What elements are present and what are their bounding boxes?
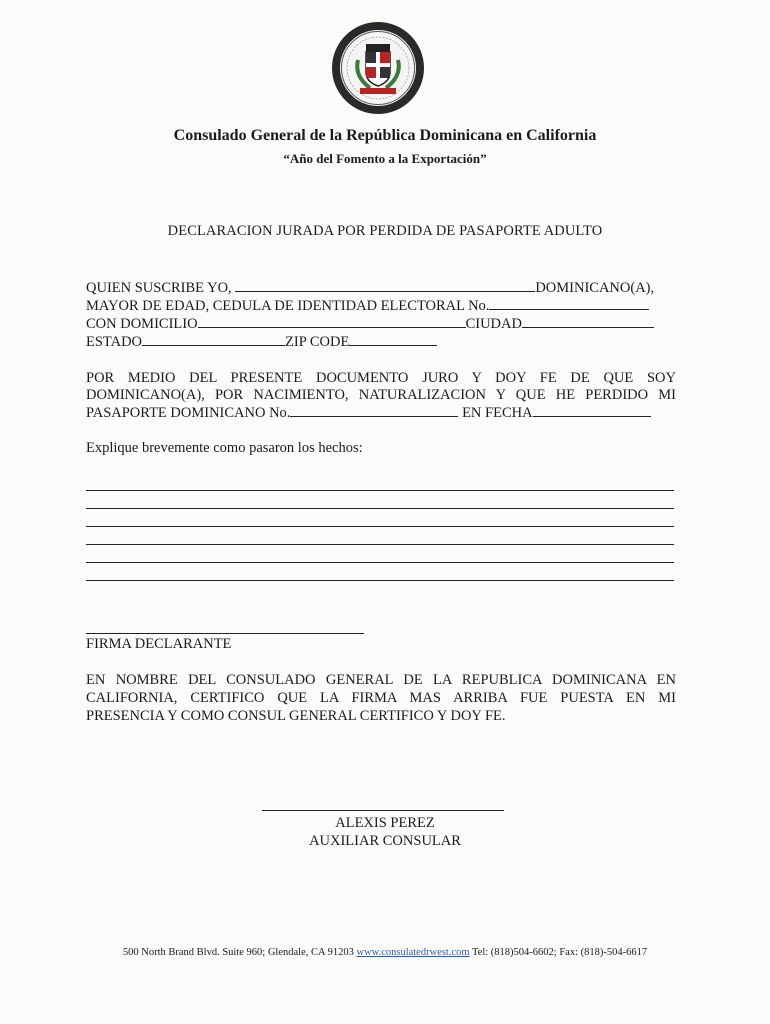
signature-line[interactable]	[86, 633, 364, 634]
signatory-name: ALEXIS PEREZ	[335, 815, 435, 831]
cedula-field[interactable]	[489, 297, 649, 310]
certification-line-1: EN NOMBRE DEL CONSULADO GENERAL DE LA REPUBLICA DOMINICANA EN	[86, 672, 676, 688]
domicilio-field[interactable]	[198, 315, 466, 328]
consulate-name: Consulado General de la República Dominicana en California	[173, 127, 597, 144]
explanation-line[interactable]	[86, 544, 674, 545]
zip-label: ZIP CODE	[285, 334, 350, 350]
fecha-label: EN FECHA	[462, 405, 533, 421]
signatory-role: AUXILIAR CONSULAR	[309, 833, 461, 849]
motto: “Año del Fomento a la Exportación”	[283, 151, 487, 166]
declaration-line-2: DOMINICANO(A), POR NACIMIENTO, NATURALIZACION Y QUE HE PERDIDO MI	[86, 387, 676, 403]
suscribe-label: QUIEN SUSCRIBE YO,	[86, 280, 232, 296]
dominicano-label: DOMINICANO(A),	[535, 280, 655, 296]
explanation-line[interactable]	[86, 562, 674, 563]
footer	[0, 947, 770, 958]
estado-field[interactable]	[142, 333, 285, 346]
certification-line-2: CALIFORNIA, CERTIFICO QUE LA FIRMA MAS ARRIBA FUE PUESTA EN MI	[86, 690, 676, 706]
name-field[interactable]	[235, 279, 535, 292]
line-suscribe	[86, 279, 676, 297]
explanation-line[interactable]	[86, 526, 674, 527]
declaration-line-1: POR MEDIO DEL PRESENTE DOCUMENTO JURO Y DOY FE DE QUE SOY	[86, 370, 676, 386]
line-cedula	[86, 297, 676, 315]
estado-label: ESTADO	[86, 334, 143, 350]
consular-signature-line	[262, 810, 504, 811]
domicilio-label: CON DOMICILIO	[86, 316, 198, 332]
signature-label: FIRMA DECLARANTE	[86, 636, 232, 652]
line-estado	[86, 333, 676, 351]
explanation-line[interactable]	[86, 580, 674, 581]
footer-website-link[interactable]: www.consulatedrwest.com	[356, 947, 470, 958]
coat-of-arms-seal-icon	[330, 20, 426, 116]
line-pasaporte	[86, 404, 676, 422]
footer-address: 500 North Brand Blvd. Suite 960; Glendale, CA 91203	[122, 947, 354, 958]
explanation-line[interactable]	[86, 490, 674, 491]
explanation-line[interactable]	[86, 508, 674, 509]
footer-contact: Tel: (818)504-6602; Fax: (818)-504-6617	[471, 947, 648, 958]
zip-field[interactable]	[349, 333, 437, 346]
line-domicilio	[86, 315, 676, 333]
form-title: DECLARACION JURADA POR PERDIDA DE PASAPORTE ADULTO	[167, 223, 603, 239]
passport-number-field[interactable]	[290, 404, 458, 417]
explain-label: Explique brevemente como pasaron los hechos:	[86, 440, 363, 456]
date-field[interactable]	[533, 404, 651, 417]
cedula-label: MAYOR DE EDAD, CEDULA DE IDENTIDAD ELECTORAL No.	[86, 298, 490, 314]
ciudad-label: CIUDAD	[465, 316, 522, 332]
certification-line-3: PRESENCIA Y COMO CONSUL GENERAL CERTIFICO Y DOY FE.	[86, 708, 506, 724]
pasaporte-label: PASAPORTE DOMINICANO No.	[86, 405, 291, 421]
ciudad-field[interactable]	[522, 315, 654, 328]
